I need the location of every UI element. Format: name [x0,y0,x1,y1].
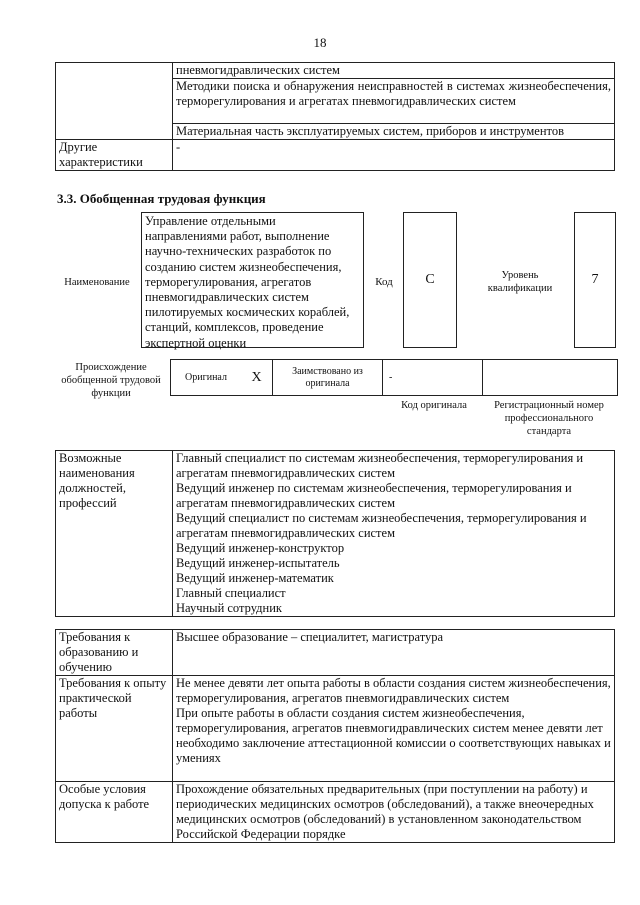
section-title: 3.3. Обобщенная трудовая функция [57,191,266,206]
special-conditions-label: Особые условия допуска к работе [56,782,173,843]
knowledge-label-cell [56,63,173,140]
positions-label: Возможные наименования должностей, профессий [56,451,173,617]
position-item: Ведущий инженер по системам жизнеобеспечения, терморегулирования и агрегатам пневмогидравлических систем [176,481,572,510]
position-item: Ведущий инженер-математик [176,571,334,585]
experience-paragraph: При опыте работы в области создания систем жизнеобеспечения, терморегулирования, агрегатов пневмогидравлических систем менее девяти лет необходимо заключение аттестационной комиссии о соответствующих навыках и умениях [176,706,611,765]
education-value: Высшее образование – специалитет, магистратура [173,630,615,676]
level-value-box: 7 [574,212,616,348]
positions-list [173,451,615,617]
code-value-box: C [403,212,457,348]
name-label: Наименование [64,277,130,288]
special-conditions-value: Прохождение обязательных предварительных (при поступлении на работу) и периодических медицинских осмотров (обследований), а также внеочередных медицинских осмотров (обследований) в установленном законодательством Российской Федерации порядке [173,782,615,843]
position-item: Главный специалист по системам жизнеобеспечения, терморегулирования и агрегатам пневмогидравлических систем [176,451,584,480]
position-item: Ведущий инженер-испытатель [176,556,340,570]
original-mark: X [241,360,273,395]
origin-row [170,359,618,396]
level-label: Уровень квалификации [487,270,553,294]
experience-value [173,676,615,782]
borrowed-label: Заимствовано из оригинала [273,360,383,395]
code-label: Код [375,276,393,288]
experience-label: Требования к опыту практической работы [56,676,173,782]
page-number: 18 [313,35,327,50]
position-item: Ведущий специалист по системам жизнеобеспечения, терморегулирования и агрегатам пневмогидравлических систем [176,511,587,540]
code-original-label: Код оригинала [401,400,467,411]
education-label: Требования к образованию и обучению [56,630,173,676]
position-item: Научный сотрудник [176,601,282,615]
requirements-table [55,629,615,843]
code-original-cell: - [383,360,483,395]
function-name-box: Управление отдельными направлениями работ, выполнение научно-технических разработок по созданию систем жизнеобеспечения, терморегулирования, агрегатов пневмогидравлических систем пилотируемых космических кораблей, станций, комплексов, проведение экспертной оценки [141,212,364,348]
knowledge-table-continuation [55,62,615,171]
knowledge-methods-cell: Методики поиска и обнаружения неисправностей в системах жизнеобеспечения, терморегулирования и агрегатах пневмогидравлических систем [173,79,615,124]
knowledge-material-cell: Материальная часть эксплуатируемых систем, приборов и инструментов [173,124,615,140]
position-item: Главный специалист [176,586,286,600]
other-characteristics-value: - [173,140,615,171]
other-characteristics-label: Другие характеристики [56,140,173,171]
positions-table [55,450,615,617]
position-item: Ведущий инженер-конструктор [176,541,345,555]
original-label: Оригинал [185,371,227,383]
reg-number-cell [483,360,617,395]
origin-label: Происхождение обобщенной трудовой функции [61,362,161,399]
experience-paragraph: Не менее девяти лет опыта работы в области создания систем жизнеобеспечения, терморегулирования, агрегатов пневмогидравлических систем [176,676,611,705]
reg-number-label: Регистрационный номер профессионального стандарта [494,400,604,437]
knowledge-cont-cell: пневмогидравлических систем [173,63,615,79]
